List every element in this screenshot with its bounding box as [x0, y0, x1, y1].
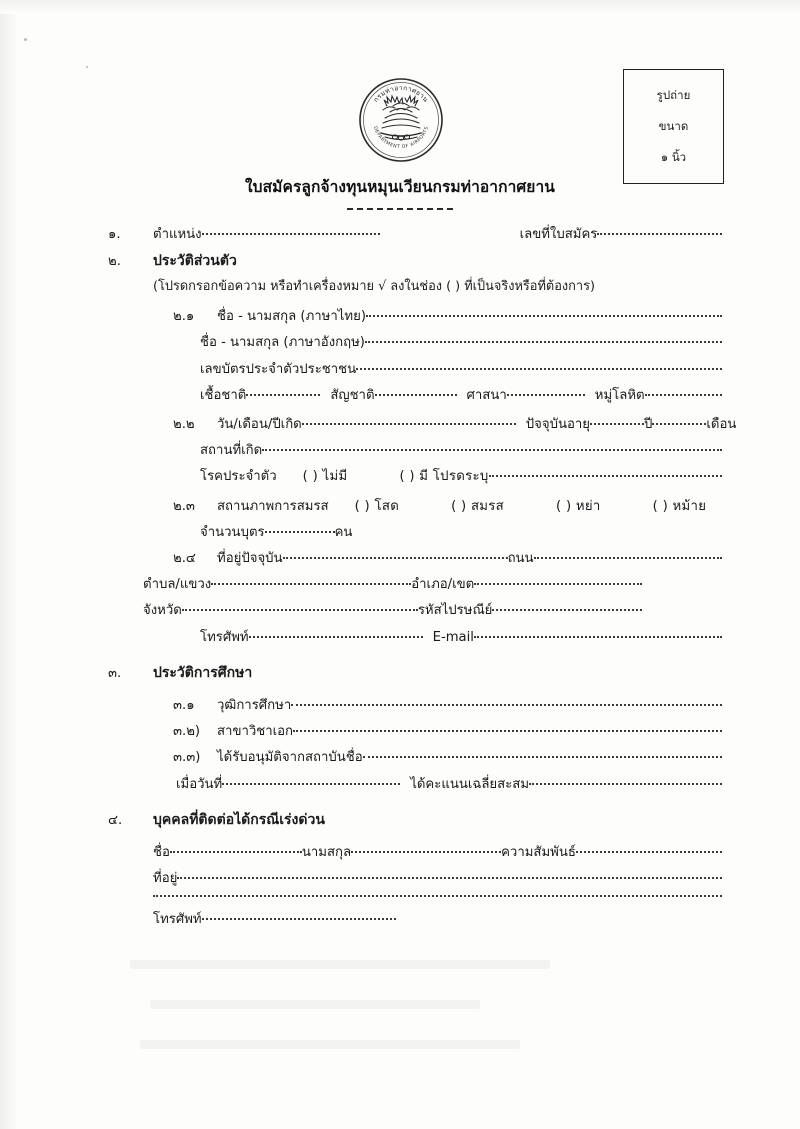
marital-divorced-checkbox[interactable]: ( ) หย่า — [556, 498, 601, 514]
children-count-label: จำนวนบุตร — [200, 524, 265, 540]
item-2-1-number: ๒.๑ — [173, 309, 195, 325]
blood-type-input-line[interactable] — [645, 394, 722, 396]
photo-placeholder-box — [623, 69, 724, 184]
marital-status-label: สถานภาพการสมรส — [217, 498, 329, 514]
education-level-label: วุฒิการศึกษา — [217, 698, 292, 714]
blood-type-label: หมู่โลหิต — [594, 387, 645, 403]
home-phone-input-line[interactable] — [249, 636, 423, 638]
province-input-line[interactable] — [182, 609, 418, 611]
position-label: ตำแหน่ง — [153, 227, 202, 242]
name-thai-input-line[interactable] — [366, 315, 722, 317]
item-2-4-subdistrict-row — [0, 578, 800, 591]
section-1-number: ๑. — [108, 227, 121, 242]
emergency-contact-address-row-2 — [0, 898, 800, 900]
email-label: E-mail — [432, 629, 474, 645]
birthplace-input-line[interactable] — [262, 449, 722, 451]
graduation-date-label: เมื่อวันที่ — [176, 776, 223, 792]
gpa-input-line[interactable] — [529, 783, 722, 785]
emergency-address-input-line-2[interactable] — [153, 895, 722, 897]
dob-label: วัน/เดือน/ปีเกิด — [217, 417, 302, 433]
section-2-instruction: (โปรดกรอกข้อความ หรือทำเครื่องหมาย √ ลงในช่อง ( ) ที่เป็นจริงหรือที่ต้องการ) — [153, 279, 595, 295]
road-input-line[interactable] — [534, 557, 722, 559]
item-3-3-number: ๓.๓) — [173, 750, 201, 766]
emergency-relation-label: ความสัมพันธ์ — [501, 845, 576, 861]
position-input-line[interactable] — [202, 233, 380, 235]
item-2-3-children-row — [0, 526, 800, 539]
ethnicity-label: เชื้อชาติ — [200, 387, 247, 403]
section-4-heading-row — [0, 813, 800, 827]
age-years-input-line[interactable] — [590, 423, 644, 425]
nationality-label: สัญชาติ — [330, 387, 375, 403]
item-2-1-id-card-row — [0, 363, 800, 376]
email-input-line[interactable] — [474, 636, 722, 638]
province-label: จังหวัด — [143, 603, 182, 619]
subdistrict-label: ตำบล/แขวง — [143, 577, 212, 593]
section-2-heading: ประวัติส่วนตัว — [153, 253, 237, 270]
item-2-1-demographics-row — [0, 389, 800, 402]
name-english-input-line[interactable] — [365, 341, 722, 343]
age-months-input-line[interactable] — [652, 423, 706, 425]
emergency-name-label: ชื่อ — [153, 845, 170, 861]
age-years-unit: ปี — [644, 417, 653, 433]
emergency-phone-label: โทรศัพท์ — [153, 912, 202, 928]
age-label: ปัจจุบันอายุ — [525, 417, 591, 433]
ethnicity-input-line[interactable] — [246, 394, 320, 396]
current-address-label: ที่อยู่ปัจจุบัน — [217, 551, 283, 567]
section-3-heading: ประวัติการศึกษา — [153, 664, 253, 681]
item-3-3-date-gpa-row — [0, 778, 800, 791]
item-3-1-number: ๓.๑ — [173, 698, 195, 714]
item-3-2-row — [0, 725, 800, 738]
item-3-3-institution-row — [0, 751, 800, 764]
photo-box-line-1: รูปถ่าย — [656, 87, 691, 102]
section-1-row — [0, 228, 800, 241]
home-phone-label: โทรศัพท์ — [200, 629, 249, 645]
item-2-2-disease-row — [0, 470, 800, 483]
emergency-contact-phone-row — [0, 913, 800, 926]
district-label: อำเภอ/เขต — [411, 577, 475, 593]
name-thai-label: ชื่อ - นามสกุล (ภาษาไทย) — [217, 309, 366, 325]
emergency-address-input-line[interactable] — [177, 877, 722, 879]
emergency-name-input-line[interactable] — [170, 851, 302, 853]
major-field-label: สาขาวิชาเอก — [217, 724, 294, 740]
name-english-label: ชื่อ - นามสกุล (ภาษาอังกฤษ) — [200, 335, 365, 351]
scan-bleed-artifact — [140, 1040, 520, 1049]
item-3-2-number: ๓.๒) — [173, 724, 201, 740]
scan-bleed-artifact — [130, 960, 550, 969]
emergency-surname-input-line[interactable] — [351, 851, 501, 853]
institution-label: ได้รับอนุมัติจากสถาบันชื่อ — [217, 750, 363, 766]
emergency-contact-address-row — [0, 872, 800, 885]
item-2-4-number: ๒.๔ — [173, 551, 196, 567]
form-body — [0, 228, 800, 927]
postcode-label: รหัสไปรษณีย์ — [417, 603, 493, 619]
title-underline-rule — [347, 208, 453, 210]
section-4-number: ๔. — [108, 812, 123, 828]
item-2-3-number: ๒.๓ — [173, 498, 195, 514]
item-3-1-row — [0, 699, 800, 712]
disease-yes-checkbox[interactable]: ( ) มี โปรดระบุ — [399, 469, 489, 485]
marital-married-checkbox[interactable]: ( ) สมรส — [451, 498, 505, 514]
current-address-input-line[interactable] — [283, 557, 508, 559]
emergency-surname-label: นามสกุล — [301, 845, 352, 861]
gpa-label: ได้คะแนนเฉลี่ยสะสม — [410, 776, 530, 792]
emergency-phone-input-line[interactable] — [202, 918, 396, 920]
item-2-4-province-row — [0, 604, 800, 617]
svg-text:กรมท่าอากาศยาน: กรมท่าอากาศยาน — [371, 83, 431, 104]
religion-label: ศาสนา — [466, 387, 507, 403]
graduation-date-input-line[interactable] — [222, 783, 400, 785]
id-card-input-line[interactable] — [356, 368, 722, 370]
item-2-1-name-english-row — [0, 336, 800, 349]
document-title: ใบสมัครลูกจ้างทุนหมุนเวียนกรมท่าอากาศยาน — [244, 178, 555, 196]
item-2-2-birthplace-row — [0, 444, 800, 457]
svg-text:DEPARTMENT OF AIRPORTS: DEPARTMENT OF AIRPORTS — [371, 125, 431, 151]
road-label: ถนน — [507, 551, 534, 567]
photo-box-line-2: ขนาด — [658, 118, 689, 133]
application-no-input-line[interactable] — [597, 233, 722, 235]
children-count-unit: คน — [334, 524, 353, 540]
application-no-label: เลขที่ใบสมัคร — [519, 227, 598, 242]
item-2-2-dob-row — [0, 418, 800, 431]
scan-edge-shadow-top — [0, 0, 800, 14]
scan-bleed-artifact — [150, 1000, 480, 1009]
section-3-number: ๓. — [108, 665, 122, 681]
subdistrict-input-line[interactable] — [211, 583, 411, 585]
item-2-3-marital-row — [0, 500, 800, 513]
religion-input-line[interactable] — [507, 394, 585, 396]
nationality-input-line[interactable] — [375, 394, 457, 396]
scan-speck — [24, 38, 27, 41]
children-count-input-line[interactable] — [265, 531, 335, 533]
marital-widowed-checkbox[interactable]: ( ) หม้าย — [652, 498, 707, 514]
chronic-disease-label: โรคประจำตัว — [200, 469, 277, 485]
age-months-unit: เดือน — [706, 417, 737, 433]
section-4-heading: บุคคลที่ติดต่อได้กรณีเร่งด่วน — [153, 811, 325, 828]
birthplace-label: สถานที่เกิด — [200, 443, 263, 459]
disease-specify-input-line[interactable] — [489, 475, 722, 477]
section-2-instruction-row — [0, 281, 800, 294]
emergency-relation-input-line[interactable] — [576, 851, 722, 853]
item-2-4-address-row — [0, 552, 800, 565]
photo-box-line-3: ๑ นิ้ว — [660, 149, 687, 164]
item-2-2-number: ๒.๒ — [173, 417, 195, 433]
postcode-input-line[interactable] — [492, 609, 642, 611]
marital-single-checkbox[interactable]: ( ) โสด — [354, 498, 400, 514]
scan-speck — [86, 66, 88, 68]
item-2-4-contact-row — [0, 631, 800, 644]
section-2-number: ๒. — [108, 254, 121, 270]
id-card-label: เลขบัตรประจำตัวประชาชน — [200, 361, 357, 377]
district-input-line[interactable] — [474, 583, 642, 585]
emergency-address-label: ที่อยู่ — [153, 871, 178, 887]
education-level-input-line[interactable] — [291, 704, 722, 706]
institution-input-line[interactable] — [363, 756, 722, 758]
disease-none-checkbox[interactable]: ( ) ไม่มี — [302, 469, 348, 485]
emergency-contact-name-row — [0, 846, 800, 859]
section-2-heading-row — [0, 254, 800, 268]
section-3-heading-row — [0, 666, 800, 680]
dob-input-line[interactable] — [302, 423, 516, 425]
major-field-input-line[interactable] — [293, 730, 722, 732]
department-of-airports-seal-icon — [357, 76, 445, 164]
item-2-1-name-thai-row — [0, 310, 800, 323]
